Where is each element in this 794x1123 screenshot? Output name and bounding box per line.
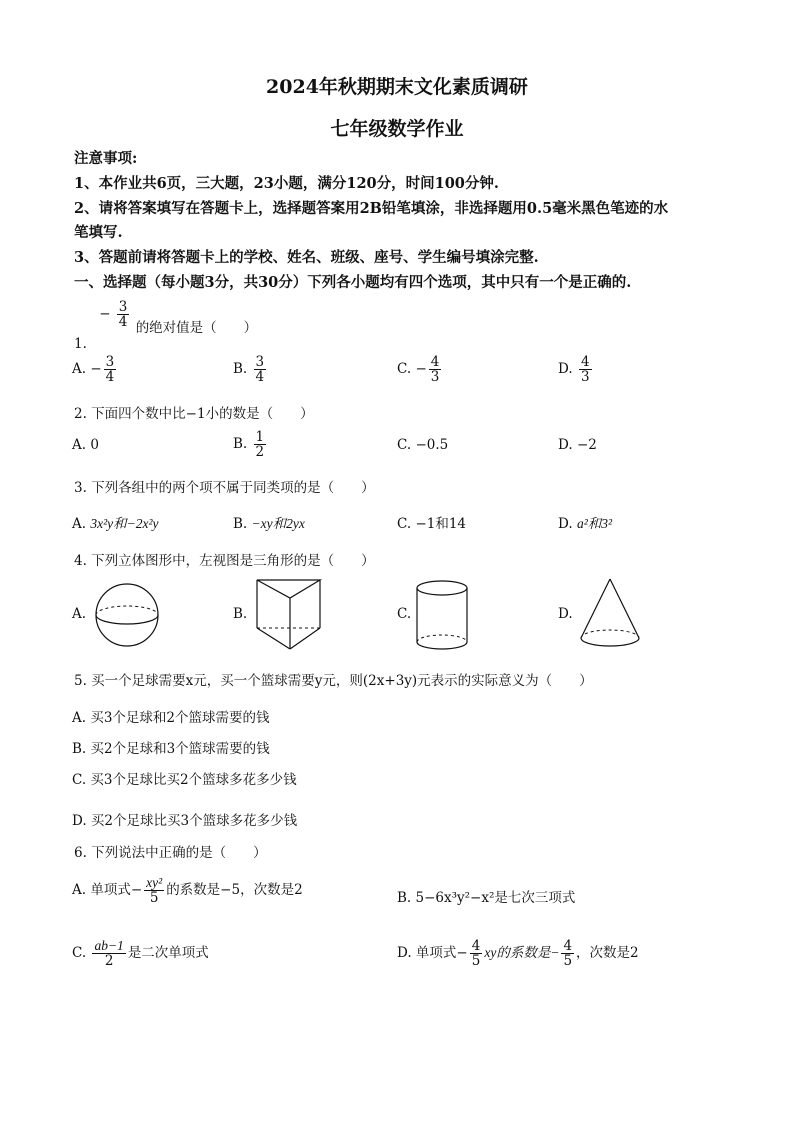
option-label: D.	[558, 361, 573, 378]
frac-sign: −	[99, 306, 111, 323]
question-number: 1.	[74, 336, 87, 353]
q4-option-c-label[interactable]: C.	[397, 606, 412, 622]
option-value: 3x²y和−2x²y	[90, 516, 159, 531]
q1-option-b[interactable]	[233, 355, 268, 384]
q1-option-c[interactable]	[397, 355, 443, 384]
option-value: 0	[90, 437, 99, 453]
option-label: A. 单项式−	[72, 882, 143, 899]
q2-option-c[interactable]	[397, 437, 448, 453]
option-label: C.	[72, 945, 87, 962]
frac-den: 2	[255, 444, 265, 461]
cylinder-icon	[414, 578, 470, 654]
q4-option-b-label[interactable]: B.	[233, 606, 248, 622]
option-label: A.	[72, 437, 87, 453]
option-label: B.	[233, 436, 248, 453]
q5-option-b[interactable]: B. 买2个足球和3个篮球需要的钱	[72, 741, 270, 757]
frac-den: 4	[255, 369, 265, 386]
option-sign: −	[90, 361, 102, 378]
option-label: C.	[397, 516, 412, 532]
frac-den: 4	[118, 314, 128, 331]
frac-den: 5	[149, 890, 159, 907]
frac-num: 3	[255, 354, 265, 370]
q2-option-d[interactable]	[558, 437, 597, 453]
option-label: B.	[233, 516, 248, 532]
question-2: 2. 下面四个数中比−1小的数是（ ）	[74, 406, 314, 422]
q5-option-d[interactable]: D. 买2个足球比买3个篮球多花多少钱	[72, 813, 298, 829]
frac-den: 5	[471, 953, 481, 970]
option-text: xy的系数是−	[484, 945, 560, 961]
cone-icon	[578, 576, 642, 652]
option-label: D.	[558, 437, 573, 453]
notice-heading: 注意事项:	[74, 150, 138, 167]
option-label: C.	[397, 361, 412, 378]
q6-option-d[interactable]	[397, 939, 639, 968]
option-label: D. 单项式−	[397, 945, 468, 962]
page-title: 2024年秋期期末文化素质调研	[266, 76, 528, 98]
option-label: A.	[72, 516, 87, 532]
q3-option-c[interactable]	[397, 512, 466, 532]
q3-option-a[interactable]	[72, 512, 159, 532]
q1-option-a[interactable]	[72, 355, 118, 384]
q4-option-d-label[interactable]: D.	[558, 606, 573, 622]
notice-item-2-cont: 笔填写.	[74, 224, 123, 241]
q6-option-b[interactable]: B. 5−6x³y²−x²是七次三项式	[397, 890, 576, 906]
frac-den: 4	[105, 369, 115, 386]
q5-option-a[interactable]: A. 买3个足球和2个篮球需要的钱	[72, 710, 270, 726]
option-label: D.	[558, 516, 573, 532]
option-value: −2	[576, 437, 597, 453]
q2-option-a[interactable]	[72, 437, 99, 453]
frac-num: 3	[105, 354, 115, 370]
frac-num: 4	[471, 938, 481, 954]
q4-option-a-label[interactable]: A.	[72, 606, 87, 622]
question-1	[74, 299, 258, 353]
section-heading: 一、选择题（每小题3分，共30分）下列各小题均有四个选项，其中只有一个是正确的.	[74, 274, 632, 291]
sphere-icon	[92, 580, 162, 650]
frac-num: 4	[580, 354, 590, 370]
frac-den: 3	[580, 369, 590, 386]
q6-option-c[interactable]	[72, 939, 209, 968]
notice-item-3: 3、答题前请将答题卡上的学校、姓名、班级、座号、学生编号填涂完整.	[74, 249, 539, 266]
q2-option-b[interactable]	[233, 430, 268, 459]
option-value: −0.5	[415, 437, 449, 453]
notice-item-2: 2、请将答案填写在答题卡上，选择题答案用2B铅笔填涂，非选择题用0.5毫米黑色笔迹的水	[74, 200, 669, 217]
q3-option-d[interactable]	[558, 512, 612, 532]
question-5: 5. 买一个足球需要x元，买一个篮球需要y元，则(2x+3y)元表示的实际意义为（ ）	[74, 673, 593, 689]
option-value: −1和14	[415, 516, 467, 532]
frac-den: 2	[104, 953, 114, 970]
frac-num: xy²	[146, 875, 163, 890]
frac-num: 3	[118, 299, 128, 315]
page-subtitle: 七年级数学作业	[330, 118, 464, 140]
q1-option-d[interactable]	[558, 355, 594, 384]
question-4: 4. 下列立体图形中，左视图是三角形的是（ ）	[74, 553, 375, 569]
option-value: a²和3²	[576, 516, 613, 531]
option-sign: −	[415, 361, 427, 378]
option-value: −xy和2yx	[251, 516, 305, 531]
frac-num: 1	[255, 429, 265, 445]
option-text: 是二次单项式	[127, 945, 209, 962]
option-text: ，次数是2	[576, 945, 639, 962]
frac-den: 5	[563, 953, 573, 970]
triangular-prism-icon	[254, 577, 324, 653]
frac-num: 4	[430, 354, 440, 370]
question-6: 6. 下列说法中正确的是（ ）	[74, 845, 267, 861]
option-text: 的系数是−5，次数是2	[166, 882, 303, 899]
notice-item-1: 1、本作业共6页，三大题，23小题，满分120分，时间100分钟.	[74, 175, 499, 192]
question-text: 的绝对值是（ ）	[135, 320, 258, 337]
question-3: 3. 下列各组中的两个项不属于同类项的是（ ）	[74, 480, 375, 496]
q6-option-a[interactable]	[72, 876, 303, 905]
option-label: A.	[72, 361, 87, 378]
frac-den: 3	[430, 369, 440, 386]
frac-num: 4	[563, 938, 573, 954]
option-label: C.	[397, 437, 412, 453]
q3-option-b[interactable]	[233, 512, 305, 532]
option-label: B.	[233, 361, 248, 378]
frac-num: ab−1	[94, 938, 124, 953]
q5-option-c[interactable]: C. 买3个足球比买2个篮球多花多少钱	[72, 772, 297, 788]
